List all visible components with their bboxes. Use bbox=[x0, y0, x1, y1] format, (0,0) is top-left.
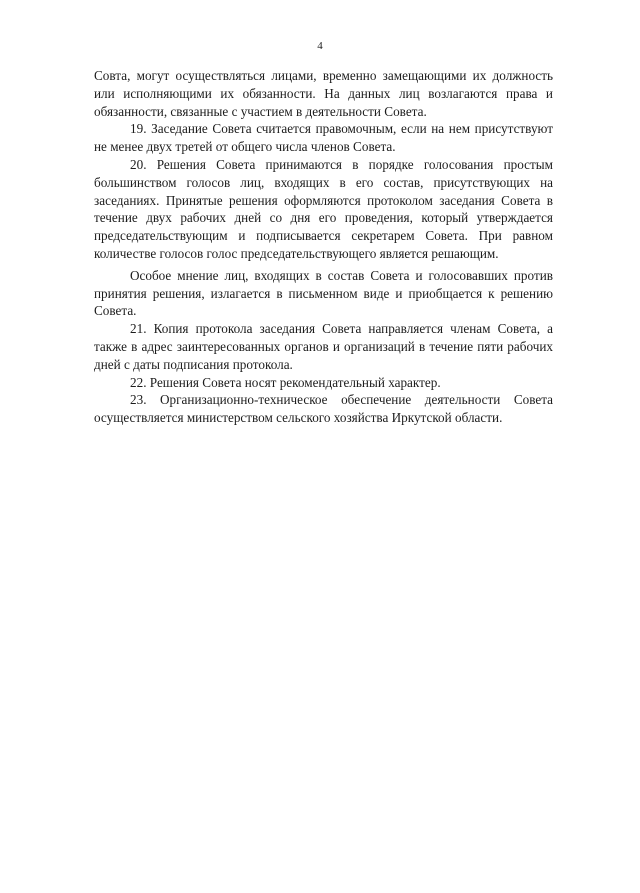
document-body bbox=[94, 67, 553, 427]
paragraph-item-21: 21. Копия протокола заседания Совета направляется членам Совета, а также в адрес заинтересованных органов и организаций в течение пяти рабочих дней с даты подписания протокола. bbox=[94, 321, 553, 372]
paragraph-item-19: 19. Заседание Совета считается правомочным, если на нем присутствуют не менее двух третей от общего числа членов Совета. bbox=[94, 121, 553, 155]
paragraph-item-23: 23. Организационно-техническое обеспечение деятельности Совета осуществляется министерством сельского хозяйства Иркутской области. bbox=[94, 392, 553, 426]
paragraph-continuation: Совта, могут осуществляться лицами, временно замещающими их должность или исполняющими их обязанности. На данных лиц возлагаются права и обязанности, связанные с участием в деятельности Совета. bbox=[94, 68, 553, 119]
page-number: 4 bbox=[317, 40, 323, 52]
paragraph-dissenting-opinion: Особое мнение лиц, входящих в состав Совета и голосовавших против принятия решения, излагается в письменном виде и приобщается к решению Совета. bbox=[94, 267, 553, 319]
paragraph-item-20: 20. Решения Совета принимаются в порядке голосования простым большинством голосов лиц, входящих в его состав, присутствующих на заседаниях. Принятые решения оформляются протоколом заседания Совета в течение двух рабочих дней со дня его проведения, который утверждается председательствующим и подписывается секретарем Совета. При равном количестве голосов голос председательствующего является решающим. bbox=[94, 156, 553, 261]
paragraph-item-22: 22. Решения Совета носят рекомендательный характер. bbox=[130, 374, 441, 390]
